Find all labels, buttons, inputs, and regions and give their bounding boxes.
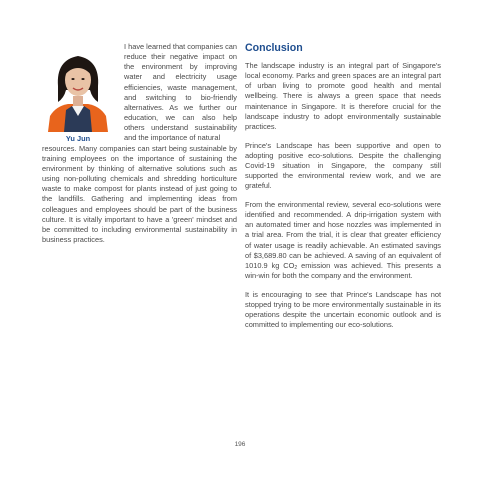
portrait-caption: Yu Jun (65, 134, 91, 143)
paragraph-3-text-end: emission was achieved. This presents a win-win for both the company and the environment. (245, 260, 441, 280)
right-column (245, 42, 441, 339)
co2-subscript: 2 (294, 264, 298, 271)
conclusion-paragraph-3 (245, 200, 441, 281)
conclusion-paragraph-2: Prince's Landscape has been supportive and open to adopting positive eco-solutions. Despite the challenging Covid-19 situation in Singapore, the company still supported the environmental review work, and we are grateful. (245, 140, 441, 191)
left-body-paragraph: resources. Many companies can start being sustainable by training employees on the importance of sustaining the environment by thinking of alternative solutions such as using non-polluting chemicals and shredding horticulture waste to make compost for plants instead of just going to the landfills. Gathering and implementing ideas from colleagues and employees should be part of the business culture. It is vitally important to have a 'green' mindset and be committed to including environmental sustainability in business practices. (42, 143, 237, 244)
paragraph-3-text: From the environmental review, several eco-solutions were identified and recommended. A drip-irrigation system with an automated timer and hose nozzles was implemented in a trial area. From the trial, it is clear that greater efficiency of water usage is readily achievable. An estimated savings of $3,689.80 can be achieved. A saving of an equivalent of 1010.9 kg CO (245, 199, 441, 270)
page-number: 196 (234, 441, 246, 448)
left-wrap-paragraph: I have learned that companies can reduce their negative impact on the environment by improving water and electricity usage efficiencies, waste management, and switching to bio-friendly alternatives. As we further our education, we can also help others understand sustainability and the importance of natural (124, 42, 237, 143)
section-heading: Conclusion (245, 42, 303, 54)
conclusion-paragraph-1: The landscape industry is an integral part of Singapore's local economy. Parks and green spaces are an integral part of urban living to promote good health and mental wellbeing. There is always a green space that needs maintenance in Singapore. It is therefore crucial for the landscape industry to adopt environmentally sustainable practices. (245, 61, 441, 131)
left-column (42, 42, 237, 245)
conclusion-paragraph-4: It is encouraging to see that Prince's Landscape has not stopped trying to be more environmentally sustainable in its operations despite the uncertain economic outlook and is committed to implementing our eco-solutions. (245, 289, 441, 330)
